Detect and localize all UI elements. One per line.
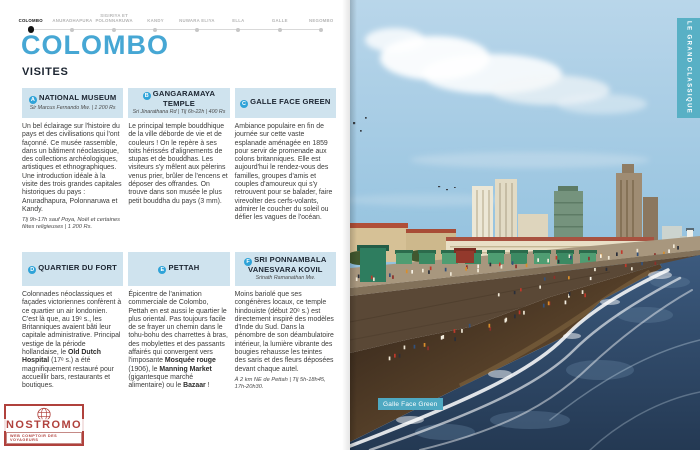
poi-text-segment: Épicentre de l'animation commerciale de Colombo, Pettah en est aussi le quartier le plus oriental. Pas toujours facile de se frayer un chemin dans le tohu-bohu des charrettes à bras, des mobylettes et des passants affairés qui convergent vers l'imposante [128,291,228,365]
poi-title-text: PETTAH [168,262,200,272]
poi-card-header [22,252,123,286]
itinerary-dot[interactable] [236,28,240,32]
itinerary-stop[interactable] [10,11,51,23]
poi-highlight-name: Bazaar [183,382,206,390]
poi-description [22,123,122,214]
poi-practical-info: Sir Marcus Fernando Mw. | 1 200 Rs [29,104,116,111]
itinerary-dot[interactable] [319,28,323,32]
itinerary-stop-label: KANDY [147,17,164,23]
poi-card-header [128,88,229,118]
itinerary-stops [10,11,342,23]
poi-letter-badge: F [244,258,252,266]
cards-grid [22,88,336,391]
poi-highlight-name: Mosquée rouge [164,357,216,365]
poi-title [158,264,199,274]
poi-card-header [128,252,229,286]
poi-highlight-name: Old Dutch Hospital [22,348,101,365]
itinerary-stop[interactable] [93,11,134,23]
itinerary-stop-label: SIGIRIYA ET POLONNARUWA [95,12,133,23]
itinerary-stop-label: COLOMBO [18,17,43,23]
poi-description [128,123,228,206]
poi-description [22,291,122,390]
itinerary-stop[interactable] [176,11,217,23]
poi-title-text: QUARTIER DU FORT [38,262,118,272]
poi-card [22,252,123,391]
poi-title-text: GALLE FACE GREEN [250,96,331,106]
poi-letter-badge: E [158,266,166,274]
poi-practical-info: Sri Jinarathana Rd | Tlj 6h-22h | 400 Rs [132,109,226,116]
itinerary-stop-label: NUWARA ELIYA [179,17,215,23]
itinerary-stop[interactable] [135,11,176,23]
poi-card [235,252,336,391]
poi-card [22,88,123,240]
poi-card-header [235,252,336,286]
poi-title [28,264,117,274]
publisher-logo [4,404,84,446]
poi-highlight-name: Manning Market [159,365,212,373]
page-title: COLOMBO [21,30,169,60]
chapter-side-tab [677,18,700,118]
poi-letter-badge: B [144,92,149,99]
itinerary-stop[interactable] [259,11,300,23]
poi-card [128,88,229,240]
poi-text-segment: Moins bariolé que ses congénères locaux, ce temple hindouiste (début 20ᵉ s.) est directement inspiré des modèles d'Inde du Sud. Dans la pénombre de son déambulatoire intérieur, la lumière vibrante des bougies rehausse les teintes des saris et des fleurs déposées devant chaque autel. [234,291,334,373]
poi-title-text: GANGARAMAYA TEMPLE [152,88,216,108]
poi-text-segment: Ambiance populaire en fin de journée sur cette vaste esplanade aménagée en 1859 pour servir de promenade aux colons britanniques. Elle est aujourd'hui le rendez-vous des familles, groupes d'amis et couples d'amoureux qui s'y retrouvent pour se balader, faire virevolter des cerfs-volants, admirer le coucher du soleil ou défier les vagues de l'océan. [234,123,333,222]
poi-description [235,123,335,222]
poi-text-segment: (gigantesque marché alimentaire) ou le [128,373,194,390]
poi-letter-badge: D [30,266,35,273]
poi-text-segment: (1906), le [128,365,160,373]
poi-description [128,291,228,390]
poi-title [238,256,333,275]
poi-practical-info: Srinath Ramanathan Mw. [255,275,316,282]
itinerary-stop[interactable] [51,11,93,23]
poi-title [29,94,116,104]
poi-letter-badge: C [242,100,247,107]
poi-title-text: NATIONAL MUSEUM [38,93,117,103]
poi-card [235,88,336,240]
galle-face-green-photo [350,0,700,450]
logo-tagline: WEB COMPTOIR DES VOYAGEURS [6,432,82,444]
poi-title [240,98,330,108]
itinerary-stop[interactable] [218,11,259,23]
itinerary-stop-label: ANURADHAPURA [52,17,93,23]
chapter-side-tab-label: LE GRAND CLASSIQUE [685,21,692,115]
itinerary-dot[interactable] [278,28,282,32]
itinerary-stop-label: GALLE [271,17,288,23]
poi-card [128,252,229,391]
poi-title-text: SRI PONNAMBALA VANESVARA KOVIL [248,254,327,274]
itinerary-stop-label: ELLA [232,17,245,23]
itinerary-dot[interactable] [195,28,199,32]
poi-description [235,291,335,374]
logo-name: NOSTROMO [6,418,82,431]
poi-text-segment: Le principal temple bouddhique de la ville déborde de vie et de couleurs ! On le repère à ses toits hérissés d'alignements de stupas et de bouddhas. Les visiteurs s'y mêlent aux pèlerins venus prier, brûler de l'encens et déposer des offrandes. On trouve dans son musée le plus petit bouddha du pays (3 mm). [128,123,228,205]
itinerary-stop[interactable] [301,11,342,23]
gutter-shadow [350,0,357,450]
poi-letter-badge: A [30,97,36,104]
poi-text-segment: ! [205,382,210,390]
poi-footer-info: Tlj 9h-17h sauf Poya, Noël et certaines fêtes religieuses | 1 200 Rs. [22,217,121,231]
poi-text-segment: Un bel éclairage sur l'histoire du pays et des civilisations qui l'ont façonné. Ce musée rassemble, dans un bâtiment néoclassique, des collections archéologiques, artistiques et ethnographiques. Une introduction idéale à la visite des trois grandes capitales historiques du pays : Anuradhapura, Polonnaruwa et Kandy. [22,123,122,213]
itinerary-stop-label: NEGOMBO [309,17,334,23]
poi-card-header [235,88,336,118]
poi-text-segment: Colonnades néoclassiques et façades victoriennes confèrent à ce quartier un air londonien. C'est là que, au 19ᵉ s., les Britanniques avaient bâti leur capitale administrative. Principal vestige de la période hollandaise, le [22,291,122,356]
poi-footer-info: À 2 km NE de Pettah | Tlj 5h-18h45, 17h-20h30. [234,376,326,390]
section-heading: VISITES [22,66,69,78]
poi-title [131,90,226,109]
poi-card-header [22,88,123,118]
right-page-photo [350,0,700,450]
photo-caption: Galle Face Green [378,398,443,410]
poi-text-segment: (17ᵉ s.) a été magnifiquement restauré pour accueillir bars, restaurants et boutiques. [22,357,114,390]
